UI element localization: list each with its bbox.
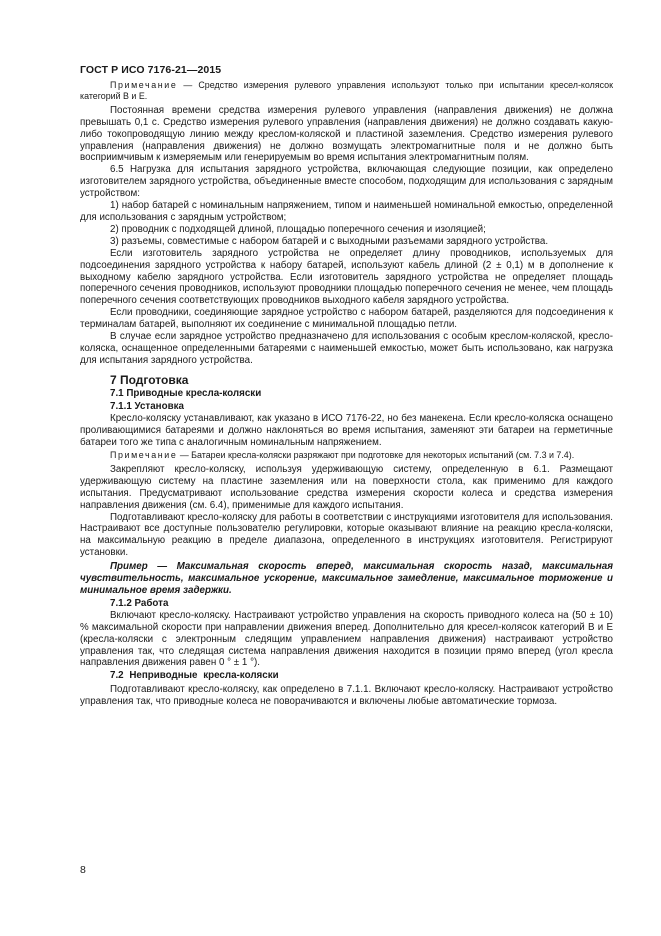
note-2-label: Примечание bbox=[110, 450, 178, 461]
section-7-1-2-heading: 7.1.2 Работа bbox=[110, 597, 169, 609]
paragraph-time-constant: Постоянная времени средства измерения рулевого управления (направления движения) не должна превышать 0,1 с. Средство измерения рулевого управления (направления движения) не должно создавать какую-либо токопроводящую линию между креслом-коляской и пластиной заземления. Средство измерения рулевого управления (направления движения) не должно возмущать электромагнитные поля и не должно быть восприимчивым к измеряемым или генерируемым во время испытания электромагнитным полям. bbox=[80, 104, 613, 164]
paragraph-installation: Кресло-коляску устанавливают, как указано в ИСО 7176-22, но без манекена. Если кресло-коляска оснащено проливающимися батареями и должно наклоняться во время испытания, заменяют эти батареи на герметичные батареи того же типа с аналогичным номинальным напряжением. bbox=[80, 412, 613, 448]
section-7-1-1-heading: 7.1.1 Установка bbox=[110, 400, 184, 412]
paragraph-6-5: 6.5 Нагрузка для испытания зарядного устройства, включающая следующие позиции, как определено изготовителем зарядного устройства, объединенные вместе способом, подходящим для использования с зарядным устройством: bbox=[80, 164, 613, 200]
list-item-3: 3) разъемы, совместимые с набором батарей и с выходными разъемами зарядного устройства. bbox=[110, 235, 549, 247]
example-paragraph: Пример — Максимальная скорость вперед, максимальная скорость назад, максимальная чувствительность, максимальное ускорение, максимальное замедление, максимальное торможение и минимальное время задержки. bbox=[80, 561, 613, 596]
list-item-1: 1) набор батарей с номинальным напряжением, типом и наименьшей номинальной емкостью, определенной для использования с зарядным устройством; bbox=[80, 200, 613, 223]
paragraph-special-wheelchair: В случае если зарядное устройство предназначено для использования с особым креслом-коляской, кресло-коляска, оснащенное определенными батареями с наименьшей емкостью, может быть использовано, как нагрузка для испытания зарядного устройства. bbox=[80, 331, 613, 366]
paragraph-operation: Включают кресло-коляску. Настраивают устройство управления на скорость приводного колеса на (50 ± 10) % максимальной скорости при направлении движения вперед. Дополнительно для кресел-колясок категорий В и Е (кресла-коляски с электронным следящим управлением направления движения) настраивают устройство управления так, что следящая система направления движения находится в позиции прямо вперед (угол кресла направления движения равен 0 ° ± 1 °). bbox=[80, 609, 613, 669]
paragraph-cable-length: Если изготовитель зарядного устройства не определяет длину проводников, используемых для подсоединения зарядного устройства к набору батарей, используют кабель длиной (2 ± 0,1) м в дополнение к выходному кабелю зарядного устройства. Если изготовитель зарядного устройства не определяет площадь поперечного сечения проводников, используют проводники площадью поперечного сечения не менее, чем площадь поперечного сечения соответствующих проводников выходного кабеля зарядного устройства. bbox=[80, 247, 613, 307]
section-7-heading: 7 Подготовка bbox=[110, 372, 189, 387]
note-1 bbox=[80, 80, 613, 103]
note-2-text: — Батареи кресла-коляски разряжают при подготовке для некоторых испытаний (см. 7.3 и 7.4). bbox=[177, 450, 575, 461]
section-7-1-heading: 7.1 Приводные кресла-коляски bbox=[110, 387, 262, 399]
standard-header: ГОСТ Р ИСО 7176-21—2015 bbox=[80, 64, 222, 76]
paragraph-non-driven: Подготавливают кресло-коляску, как определено в 7.1.1. Включают кресло-коляску. Настраивают устройство управления так, что приводные колеса не поворачиваются и включены любые автоматические тормоза. bbox=[80, 684, 613, 708]
section-7-2-heading: 7.2 Неприводные кресла-коляски bbox=[110, 670, 279, 682]
note-2 bbox=[80, 450, 613, 461]
paragraph-conductors: Если проводники, соединяющие зарядное устройство с набором батарей, разделяются для подсоединения к терминалам батарей, выполняют их соединение с минимальной площадью петли. bbox=[80, 307, 613, 331]
paragraph-fixing: Закрепляют кресло-коляску, используя удерживающую систему, определенную в 6.1. Размещают удерживающую систему на пластине заземления или на поверхности стола, как применимо для каждого испытания. Предусматривают использование средства измерения скорости колеса и средства измерения направления движения (см. 6.4), применимые для каждого испытания. bbox=[80, 463, 613, 511]
page-body bbox=[80, 80, 613, 708]
paragraph-prepare: Подготавливают кресло-коляску для работы в соответствии с инструкциями изготовителя для использования. Настраивают все доступные пользователю регулировки, которые оказывают влияние на реакцию кресла-коляски, на максимальную реакцию в пределе диапазона, определенного в инструкциях изготовителя. Регистрируют установки. bbox=[80, 511, 613, 559]
page-number: 8 bbox=[80, 864, 86, 876]
note-1-text: — Средство измерения рулевого управления используют только при испытании кресел-колясок категорий В и Е. bbox=[80, 80, 613, 102]
note-1-label: Примечание bbox=[110, 80, 178, 90]
list-item-2: 2) проводник с подходящей длиной, площадью поперечного сечения и изоляцией; bbox=[110, 223, 486, 235]
